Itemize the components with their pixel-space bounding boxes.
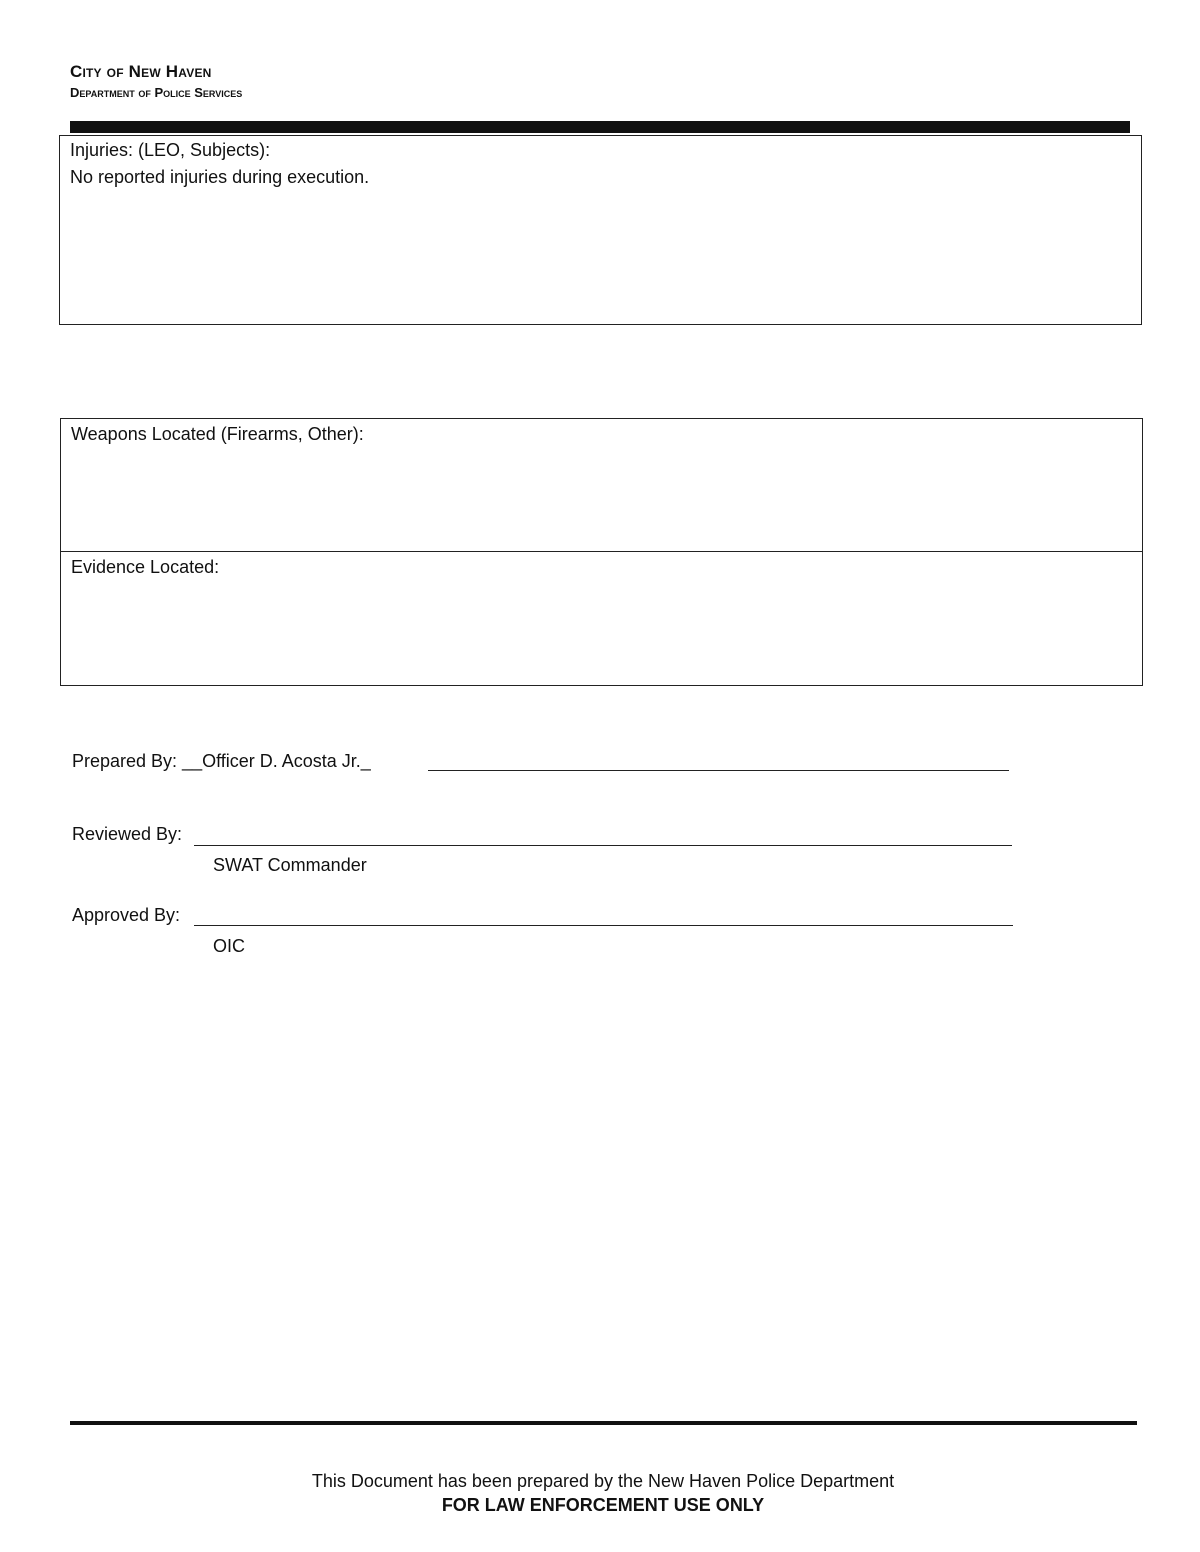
weapons-label: Weapons Located (Firearms, Other): (71, 424, 364, 444)
department-name: Department of Police Services (70, 85, 243, 100)
evidence-label: Evidence Located: (71, 557, 220, 577)
weapons-section (60, 418, 1143, 552)
city-name: City of New Haven (70, 62, 212, 81)
approved-by-title: OIC (213, 936, 246, 956)
reviewed-by-signature-line (194, 845, 1012, 846)
injuries-label: Injuries: (LEO, Subjects): (70, 140, 271, 160)
footer-notice: This Document has been prepared by the New Haven Police Department (311, 1471, 895, 1491)
prepared-by-label: Prepared By: __Officer D. Acosta Jr._ (72, 751, 371, 771)
reviewed-by-title: SWAT Commander (213, 855, 367, 875)
header-divider (70, 121, 1130, 133)
letterhead (70, 62, 242, 101)
injuries-section (59, 135, 1142, 325)
injuries-text: No reported injuries during execution. (70, 167, 370, 187)
prepared-by-signature-line (428, 770, 1009, 771)
evidence-section (60, 551, 1143, 686)
approved-by-signature-line (194, 925, 1013, 926)
approved-by-label: Approved By: (72, 905, 181, 925)
footer-restriction: FOR LAW ENFORCEMENT USE ONLY (441, 1495, 765, 1515)
reviewed-by-label: Reviewed By: (72, 824, 183, 844)
footer-divider (70, 1421, 1137, 1425)
